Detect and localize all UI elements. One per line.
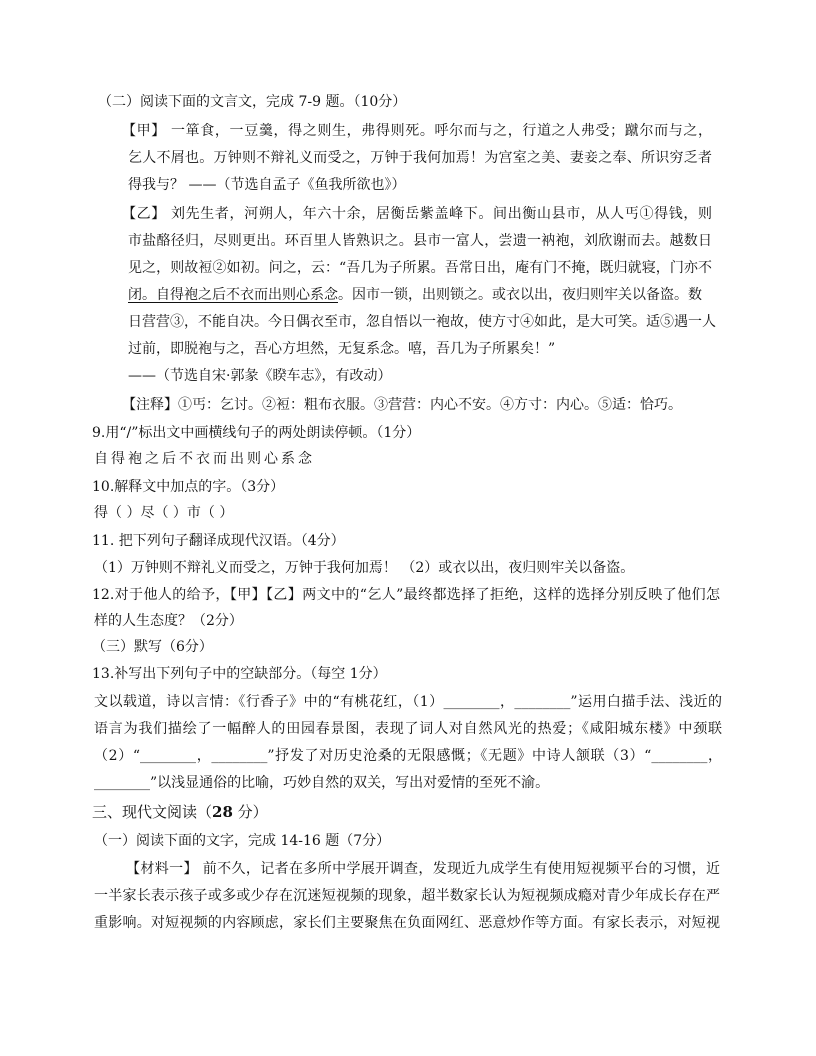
- question-11-prompt: 11. 把下列句子翻译成现代汉语。（4分）: [92, 533, 345, 549]
- passage-jia-line: 【甲】 一箪食，一豆羹，得之则生，弗得则死。呼尔而与之，行道之人弗受；蹴尔而与之，: [122, 123, 712, 139]
- passage-yi-line: 【乙】 刘先生者，河朔人，年六十余，居衡岳紫盖峰下。间出衡山县市，从人丐①得钱，则: [122, 206, 712, 222]
- material-one-line: 重影响。对短视频的内容顾虑，家长们主要聚焦在负面网红、恶意炒作等方面。有家长表示，对短视: [94, 915, 720, 931]
- passage-jia-line: 乞人不屑也。万钟则不辩礼义而受之，万钟于我何加焉！为宫室之美、妻妾之奉、所识穷乏者: [128, 150, 712, 166]
- passage-jia-line: 得我与？ ——（节选自孟子《鱼我所欲也》）: [128, 177, 406, 193]
- passage-yi-line-rest: 。因市一锁，出则锁之。或衣以出，夜归则牢关以备盗。数: [338, 287, 702, 303]
- material-one-line: 【材料一】 前不久，记者在多所中学展开调查，发现近九成学生有使用短视频平台的习惯，近: [126, 861, 720, 877]
- annotation-notes: 【注释】①丐：乞讨。②裋：粗布衣服。③营营：内心不安。④方寸：内心。⑤适：恰巧。: [122, 397, 682, 413]
- question-13-line: ________”以浅显通俗的比喻，巧妙自然的双关，写出对爱情的至死不渝。: [94, 775, 550, 791]
- passage-yi-line: 日营营③，不能自决。今日偶衣至市，忽自悟以一袍故，使方寸④如此，是大可笑。适⑤遇一人: [128, 314, 716, 330]
- question-11-sentences: （1）万钟则不辩礼义而受之，万钟于我何加焉！ （2）或衣以出，夜归则牢关以备盗。: [94, 560, 635, 576]
- section-heading-dictation: （三）默写（6分）: [92, 639, 213, 655]
- section-heading-classical: （二）阅读下面的文言文，完成 7-9 题。（10分）: [98, 94, 407, 110]
- part-three-score: 28: [212, 803, 233, 821]
- question-9-prompt: 9.用“/”标出文中画横线句子的两处朗读停顿。（1分）: [92, 425, 421, 441]
- passage-yi-line: [128, 285, 702, 305]
- passage-yi-line: 过前，即脱袍与之，吾心方坦然，无复系念。嘻，吾几为子所累矣！”: [128, 341, 556, 357]
- underlined-sentence: 闭。自得袍之后不衣而出则心系念: [128, 287, 338, 303]
- material-one-line: 一半家长表示孩子或多或少存在沉迷短视频的现象，超半数家长认为短视频成瘾对青少年成长存在严: [94, 888, 720, 904]
- question-12-line: 12.对于他人的给予，【甲】【乙】两文中的“乞人”最终都选择了拒绝，这样的选择分别反映了他们怎: [92, 587, 720, 603]
- passage-yi-source: ——（节选自宋·郭彖《睽车志》，有改动）: [128, 368, 392, 384]
- passage-yi-line: 见之，则故裋②如初。问之，云：“吾几为子所累。吾常日出，庵有门不掩，既归就寝，门亦不: [128, 260, 712, 276]
- question-10-answer-line: 得（ ）尽（ ）市（ ）: [94, 505, 234, 521]
- question-9-sentence: 自得袍之后不衣而出则心系念: [94, 451, 315, 467]
- subsection-heading-reading: （一）阅读下面的文字，完成 14-16 题（7分）: [94, 833, 391, 849]
- question-13-line: （2）“________，________”抒发了对历史沧桑的无限感慨；《无题》中诗人颔联（3）“________，: [94, 748, 722, 764]
- passage-yi-line: 市盐酪径归，尽则更出。环百里人皆熟识之。县市一富人，尝遗一衲袍，刘欣谢而去。越数日: [128, 233, 712, 249]
- question-10-prompt: 10.解释文中加点的字。（3分）: [92, 479, 285, 495]
- question-13-line: 语言为我们描绘了一幅醉人的田园春景图，表现了词人对自然风光的热爱；《咸阳城东楼》中颈联: [94, 721, 722, 737]
- part-three-heading: 三、现代文阅读（28 分）: [92, 803, 268, 821]
- question-13-prompt: 13.补写出下列句子中的空缺部分。（每空 1分）: [92, 666, 387, 682]
- question-12-line: 样的人生态度？（2分）: [94, 613, 243, 629]
- question-13-line: 文以载道，诗以言情：《行香子》中的“有桃花红，（1）________，________”运用白描手法、浅近的: [94, 694, 722, 710]
